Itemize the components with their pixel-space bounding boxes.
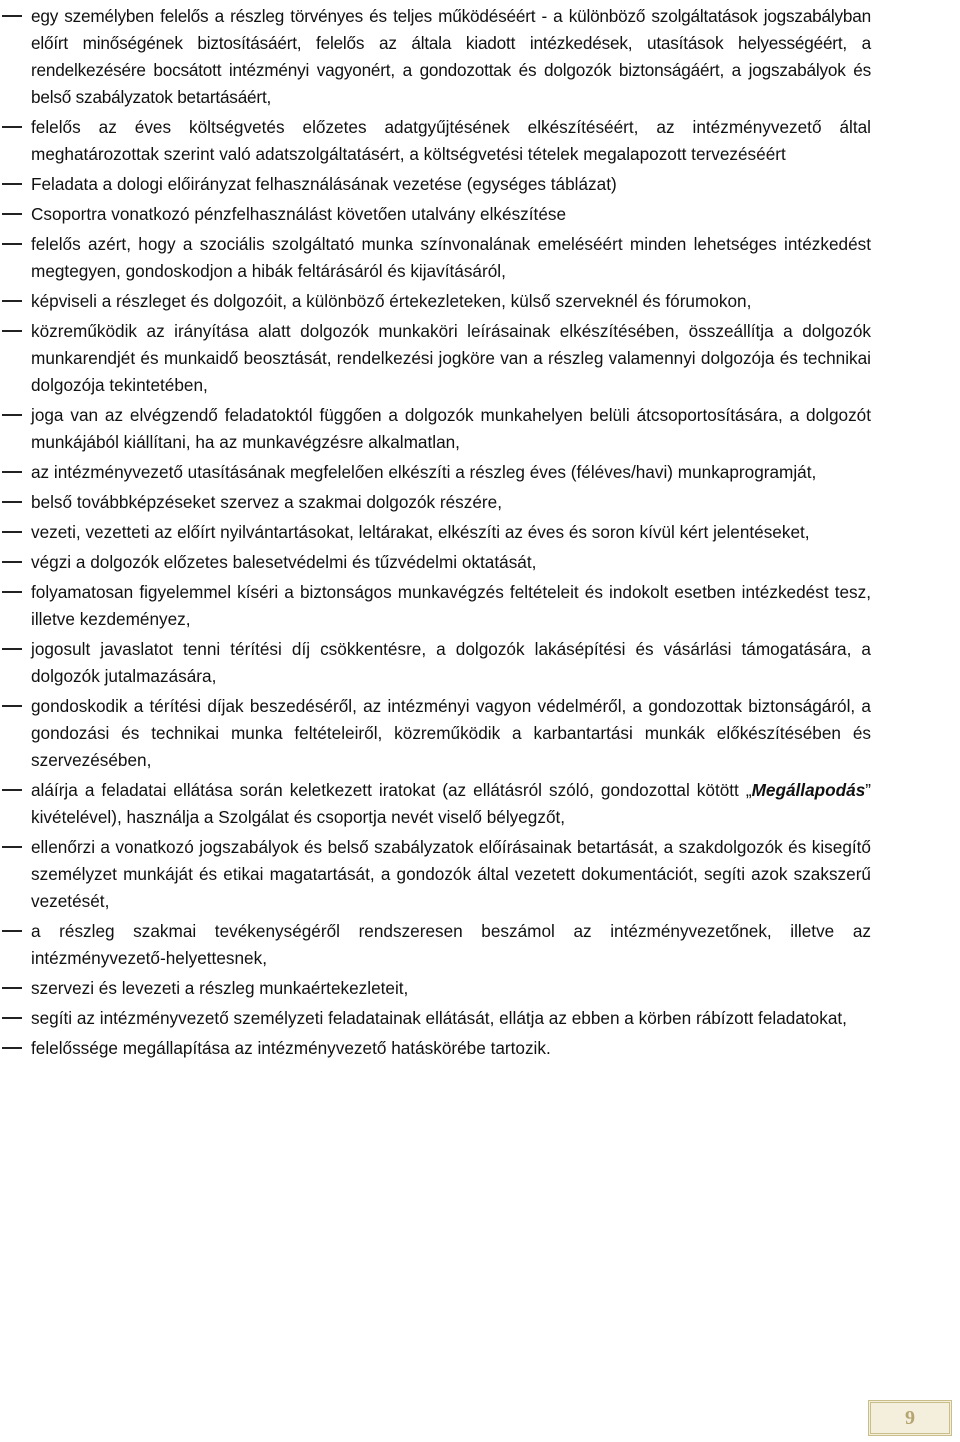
list-item (0, 171, 871, 198)
list-item (0, 975, 871, 1002)
list-item-text: folyamatosan figyelemmel kíséri a biztonságos munkavégzés feltételeit és indokolt esetben intézkedést tesz, illetve kezdeményez, (31, 582, 871, 629)
list-item (0, 834, 871, 915)
list-item-text: joga van az elvégzendő feladatoktól függően a dolgozók munkahelyen belüli átcsoportosítására, a dolgozót munkájából kiállítani, ha az munkavégzésre alkalmatlan, (31, 405, 871, 452)
responsibilities-list (0, 3, 960, 1065)
list-item (0, 231, 871, 285)
dash-bullet-icon (2, 561, 22, 563)
dash-bullet-icon (2, 1017, 22, 1019)
list-item-text: az intézményvezető utasításának megfelelően elkészíti a részleg éves (féléves/havi) munkaprogramját, (31, 462, 817, 482)
list-item-text: belső továbbképzéseket szervez a szakmai dolgozók részére, (31, 492, 502, 512)
dash-bullet-icon (2, 1047, 22, 1049)
list-item (0, 489, 871, 516)
list-item-text: szervezi és levezeti a részleg munkaértekezleteit, (31, 978, 409, 998)
list-item (0, 114, 871, 168)
list-item-text: jogosult javaslatot tenni térítési díj csökkentésre, a dolgozók lakásépítési és vásárlási támogatására, a dolgozók jutalmazására, (31, 639, 871, 686)
list-item-text: segíti az intézményvezető személyzeti feladatainak ellátását, ellátja az ebben a körben rábízott feladatokat, (31, 1008, 847, 1028)
dash-bullet-icon (2, 648, 22, 650)
list-item-text: vezeti, vezetteti az előírt nyilvántartásokat, leltárakat, elkészíti az éves és soron kívül kért jelentéseket, (31, 522, 810, 542)
dash-bullet-icon (2, 501, 22, 503)
list-item-text: a részleg szakmai tevékenységéről rendszeresen beszámol az intézményvezetőnek, illetve az intézményvezető-helyettesnek, (31, 921, 871, 968)
dash-bullet-icon (2, 126, 22, 128)
list-item (0, 519, 871, 546)
dash-bullet-icon (2, 471, 22, 473)
list-item (0, 402, 871, 456)
dash-bullet-icon (2, 789, 22, 791)
list-item (0, 549, 871, 576)
list-item (0, 693, 871, 774)
agreement-emphasis: Megállapodás (751, 780, 866, 800)
list-item (0, 1035, 871, 1062)
dash-bullet-icon (2, 591, 22, 593)
list-item-text: Csoportra vonatkozó pénzfelhasználást követően utalvány elkészítése (31, 204, 567, 224)
list-item (0, 318, 871, 399)
list-item (0, 918, 871, 972)
list-item-text: egy személyben felelős a részleg törvényes és teljes működéséért - a különböző szolgáltatások jogszabályban előírt minőségének biztosításáért, felelős az általa kiadott intézkedések, utasítások helyességéért, a rendelkezésére bocsátott intézményi vagyonért, a gondozottak és dolgozók biztonságáért, a jogszabályok és belső szabályzatok betartásáért, (31, 6, 871, 107)
list-item (0, 579, 871, 633)
dash-bullet-icon (2, 300, 22, 302)
list-item (0, 288, 871, 315)
list-item-text: felelőssége megállapítása az intézményvezető hatáskörébe tartozik. (31, 1038, 551, 1058)
list-item (0, 201, 871, 228)
list-item-text: végzi a dolgozók előzetes balesetvédelmi és tűzvédelmi oktatását, (31, 552, 537, 572)
dash-bullet-icon (2, 930, 22, 932)
dash-bullet-icon (2, 330, 22, 332)
dash-bullet-icon (2, 213, 22, 215)
list-item-text: gondoskodik a térítési díjak beszedéséről, az intézményi vagyon védelméről, a gondozottak biztonságáról, a gondozási és technikai munka feltételeiről, közreműködik a karbantartási munkák előkészítésében és szervezésében, (31, 696, 871, 770)
list-item (0, 777, 871, 831)
list-item-text (31, 777, 871, 831)
page-number: 9 (868, 1400, 952, 1436)
list-item-text: Feladata a dologi előirányzat felhasználásának vezetése (egységes táblázat) (31, 174, 617, 194)
list-item-text: közreműködik az irányítása alatt dolgozók munkaköri leírásainak elkészítésében, összeállítja a dolgozók munkarendjét és munkaidő beosztását, rendelkezési jogköre van a részleg valamennyi dolgozója és technikai dolgozója tekintetében, (31, 321, 871, 395)
dash-bullet-icon (2, 183, 22, 185)
dash-bullet-icon (2, 846, 22, 848)
list-item (0, 1005, 871, 1032)
dash-bullet-icon (2, 414, 22, 416)
list-item-text-before: aláírja a feladatai ellátása során keletkezett iratokat (az ellátásról szóló, gondozottal kötött „ (31, 780, 752, 800)
list-item-text: felelős az éves költségvetés előzetes adatgyűjtésének elkészítéséért, az intézményvezető által meghatározottak szerint való adatszolgáltatásért, a költségvetési tételek megalapozott tervezéséért (31, 117, 871, 164)
dash-bullet-icon (2, 705, 22, 707)
dash-bullet-icon (2, 243, 22, 245)
list-item (0, 3, 871, 111)
list-item-text: felelős azért, hogy a szociális szolgáltató munka színvonalának emeléséért minden lehetséges intézkedést megtegyen, gondoskodjon a hibák feltárásáról és kijavításáról, (31, 234, 871, 281)
dash-bullet-icon (2, 987, 22, 989)
list-item (0, 459, 871, 486)
list-item-text: képviseli a részleget és dolgozóit, a különböző értekezleteken, külső szerveknél és fórumokon, (31, 291, 752, 311)
dash-bullet-icon (2, 15, 22, 17)
list-item (0, 636, 871, 690)
list-item-text-after: ” kivételével), használja a Szolgálat és csoportja nevét viselő bélyegzőt, (31, 780, 871, 827)
list-item-text: ellenőrzi a vonatkozó jogszabályok és belső szabályzatok előírásainak betartását, a szakdolgozók és kisegítő személyzet munkáját és etikai magatartását, a gondozók által vezetett dokumentációt, segíti azok szakszerű vezetését, (31, 837, 871, 911)
dash-bullet-icon (2, 531, 22, 533)
